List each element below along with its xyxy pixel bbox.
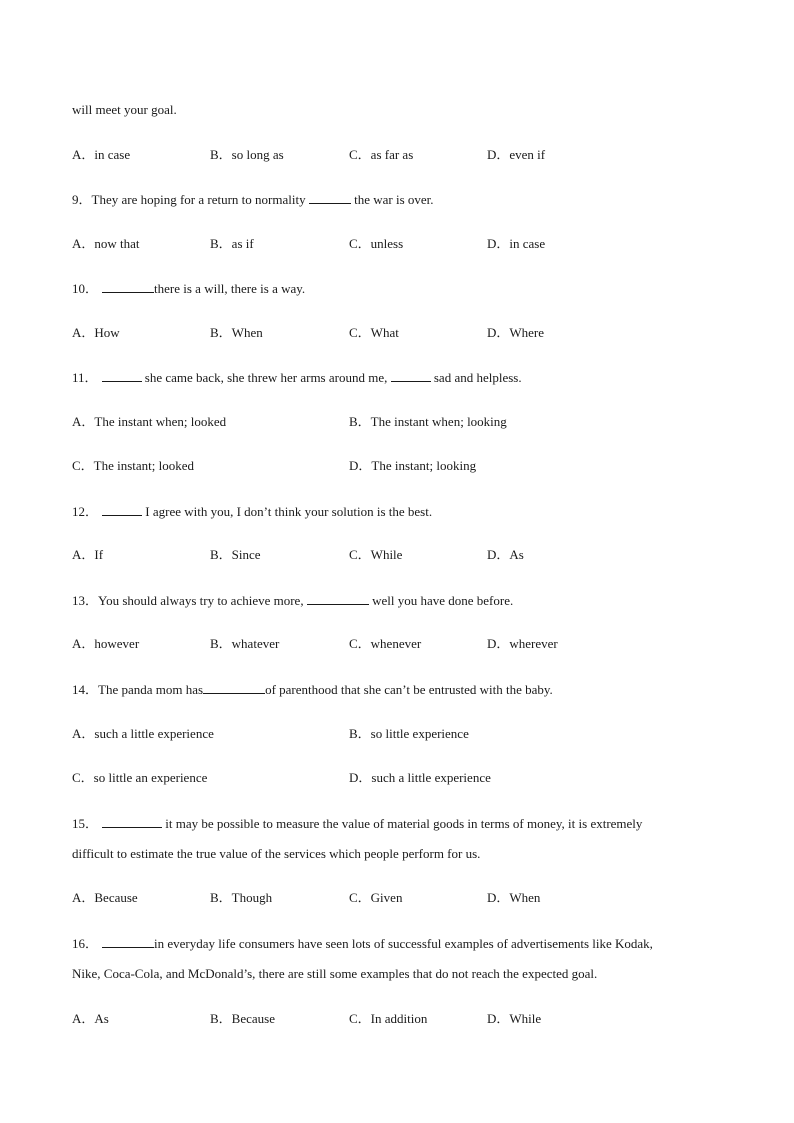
option-a[interactable]: A．If <box>72 547 104 562</box>
option-d[interactable]: D．The instant; looking <box>349 458 477 473</box>
option-b[interactable]: B．Because <box>210 1011 275 1026</box>
question-16-stem-line-2: Nike, Coca-Cola, and McDonald’s, there are still some examples that do not reach the expected goal. <box>72 966 598 981</box>
option-b[interactable]: B．so little experience <box>349 726 469 741</box>
option-c[interactable]: C．whenever <box>349 636 422 651</box>
option-a[interactable]: A．such a little experience <box>72 726 214 741</box>
option-c[interactable]: C．so little an experience <box>72 770 208 785</box>
option-d[interactable]: D．such a little experience <box>349 770 491 785</box>
question-11-stem: 11． she came back, she threw her arms around me, sad and helpless. <box>72 370 522 385</box>
option-c[interactable]: C．Given <box>349 890 403 905</box>
option-a[interactable]: A．in case <box>72 147 131 162</box>
option-d[interactable]: D．While <box>487 1011 542 1026</box>
question-number: 16． <box>72 936 99 951</box>
question-9-stem: 9．They are hoping for a return to normality the war is over. <box>72 192 434 207</box>
answer-blank <box>391 369 431 382</box>
option-b[interactable]: B．whatever <box>210 636 280 651</box>
question-number: 10． <box>72 281 99 296</box>
answer-blank <box>102 280 154 293</box>
option-d[interactable]: D．in case <box>487 236 546 251</box>
answer-blank <box>309 191 351 204</box>
question-14-stem: 14．The panda mom has of parenthood that she can’t be entrusted with the baby. <box>72 682 553 697</box>
option-b[interactable]: B．Though <box>210 890 273 905</box>
option-a[interactable]: A．however <box>72 636 140 651</box>
option-c[interactable]: C．as far as <box>349 147 414 162</box>
option-a[interactable]: A．As <box>72 1011 109 1026</box>
option-c[interactable]: C．In addition <box>349 1011 428 1026</box>
answer-blank <box>307 592 369 605</box>
option-a[interactable]: A．Because <box>72 890 138 905</box>
option-c[interactable]: C．What <box>349 325 399 340</box>
question-number: 12． <box>72 504 99 519</box>
answer-blank <box>203 681 265 694</box>
answer-blank <box>102 815 162 828</box>
question-number: 14． <box>72 682 99 697</box>
option-d[interactable]: D．As <box>487 547 524 562</box>
option-d[interactable]: D．Where <box>487 325 545 340</box>
question-number: 11． <box>72 370 98 385</box>
answer-blank <box>102 935 154 948</box>
question-15-stem: 15． it may be possible to measure the value of material goods in terms of money, it is extremely <box>72 816 643 831</box>
option-c[interactable]: C．While <box>349 547 403 562</box>
option-b[interactable]: B．so long as <box>210 147 284 162</box>
option-c[interactable]: C．unless <box>349 236 404 251</box>
option-d[interactable]: D．When <box>487 890 541 905</box>
question-8-stem-tail: will meet your goal. <box>72 102 177 117</box>
question-16-stem: 16． in everyday life consumers have seen lots of successful examples of advertisements like Kodak, <box>72 936 653 951</box>
option-c[interactable]: C．The instant; looked <box>72 458 195 473</box>
answer-blank <box>102 369 142 382</box>
answer-blank <box>102 503 142 516</box>
question-13-stem: 13．You should always try to achieve more, well you have done before. <box>72 593 514 608</box>
option-b[interactable]: B．When <box>210 325 263 340</box>
option-b[interactable]: B．The instant when; looking <box>349 414 507 429</box>
question-10-stem: 10． there is a will, there is a way. <box>72 281 306 296</box>
question-15-stem-line-2: difficult to estimate the true value of the services which people perform for us. <box>72 846 481 861</box>
option-a[interactable]: A．How <box>72 325 120 340</box>
question-number: 9． <box>72 192 92 207</box>
question-number: 13． <box>72 593 99 608</box>
option-a[interactable]: A．now that <box>72 236 140 251</box>
option-a[interactable]: A．The instant when; looked <box>72 414 227 429</box>
question-number: 15． <box>72 816 99 831</box>
question-12-stem: 12． I agree with you, I don’t think your solution is the best. <box>72 504 433 519</box>
option-b[interactable]: B．Since <box>210 547 261 562</box>
option-d[interactable]: D．even if <box>487 147 546 162</box>
option-d[interactable]: D．wherever <box>487 636 558 651</box>
option-b[interactable]: B．as if <box>210 236 254 251</box>
